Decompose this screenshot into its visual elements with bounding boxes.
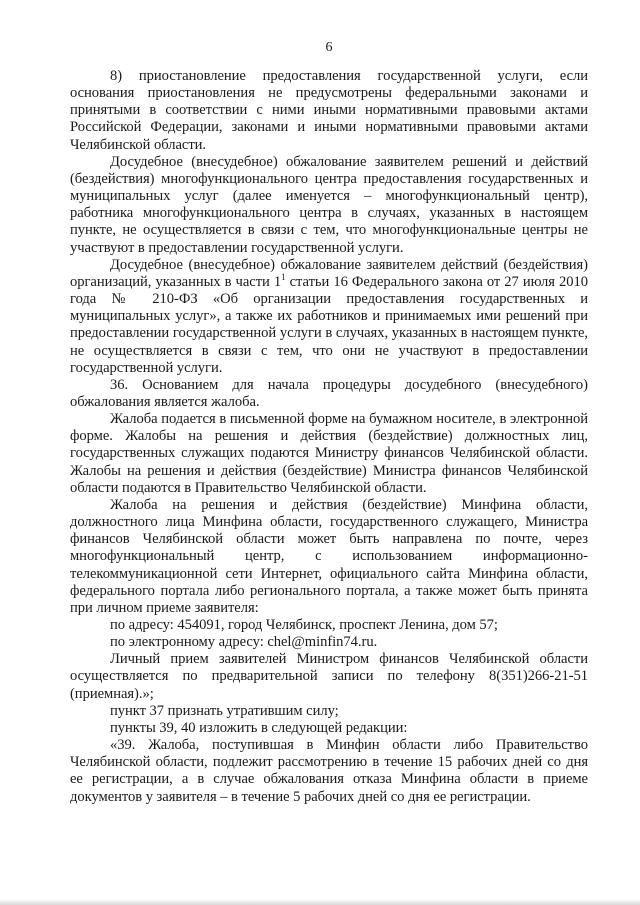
paragraph-personal-reception: Личный прием заявителей Министром финансов Челябинской области осуществляется по предварительной записи по телефону 8(351)266-21-51 (приемная).»;	[70, 651, 588, 702]
part-superscript: 1	[281, 272, 286, 283]
paragraph-39: «39. Жалоба, поступившая в Минфин области либо Правительство Челябинской области, подлежит рассмотрению в течение 15 рабочих дней со дня ее регистрации, а в случае обжалования отказа Минфина области в приеме документов у заявителя – в течение 5 рабочих дней со дня ее регистрации.	[70, 737, 588, 805]
paragraph-complaint-form: Жалоба подается в письменной форме на бумажном носителе, в электронной форме. Жалобы на решения и действия (бездействие) должностных лиц, государственных служащих подаются Министру финансов Челябинской области. Жалобы на решения и действия (бездействие) Министра финансов Челябинской области подаются в Правительство Челябинской области.	[70, 411, 588, 496]
paragraph-items-39-40: пункты 39, 40 изложить в следующей редакции:	[110, 719, 408, 736]
paragraph-organizations-appeal	[70, 257, 588, 377]
paragraph-item-37: пункт 37 признать утратившим силу;	[110, 702, 339, 719]
page-number: 6	[325, 40, 333, 55]
paragraph-suspension: 8) приостановление предоставления государственной услуги, если основания приостановления не предусмотрены федеральными законами и принятыми в соответствии с ними иными нормативными правовыми актами Российской Федерации, законами и иными нормативными правовыми актами Челябинской области.	[70, 68, 588, 153]
paragraph-complaint-channels: Жалоба на решения и действия (бездействие) Минфина области, должностного лица Минфина области, государственного служащего, Министра финансов Челябинской области может быть направлена по почте, через многофункциональный центр, с использованием информационно-телекоммуникационной сети Интернет, официального сайта Минфина области, федерального портала либо регионального портала, а также может быть принята при личном приеме заявителя:	[70, 496, 588, 616]
paragraph-email-address: по электронному адресу: chel@minfin74.ru.	[110, 634, 378, 651]
document-page	[70, 40, 588, 806]
organizations-appeal-text-end: статьи 16 Федерального закона от 27 июля 2010 года № 210-ФЗ «Об организации предоставления государственных и муниципальных услуг», а также их работников и принимаемых ими решений при предоставлении государственной услуги в случаях, указанных в настоящем пункте, не осуществляется в связи с тем, что они не участвуют в предоставлении государственной услуги.	[70, 273, 588, 376]
organizations-appeal-text-start: Досудебное (внесудебное) обжалование заявителем действий (бездействия) организаций, указанных в части 1	[70, 256, 588, 290]
paragraph-postal-address: по адресу: 454091, город Челябинск, проспект Ленина, дом 57;	[110, 617, 498, 633]
paragraph-36: 36. Основанием для начала процедуры досудебного (внесудебного) обжалования является жалоба.	[70, 376, 588, 410]
paragraph-mfc-appeal: Досудебное (внесудебное) обжалование заявителем решений и действий (бездействия) многофункционального центра предоставления государственных и муниципальных услуг (далее именуется – многофункциональный центр), работника многофункционального центра в случаях, указанных в настоящем пункте, не осуществляется в связи с тем, что многофункциональные центры не участвуют в предоставлении государственной услуги.	[70, 153, 588, 256]
scan-bottom-edge	[0, 899, 640, 905]
